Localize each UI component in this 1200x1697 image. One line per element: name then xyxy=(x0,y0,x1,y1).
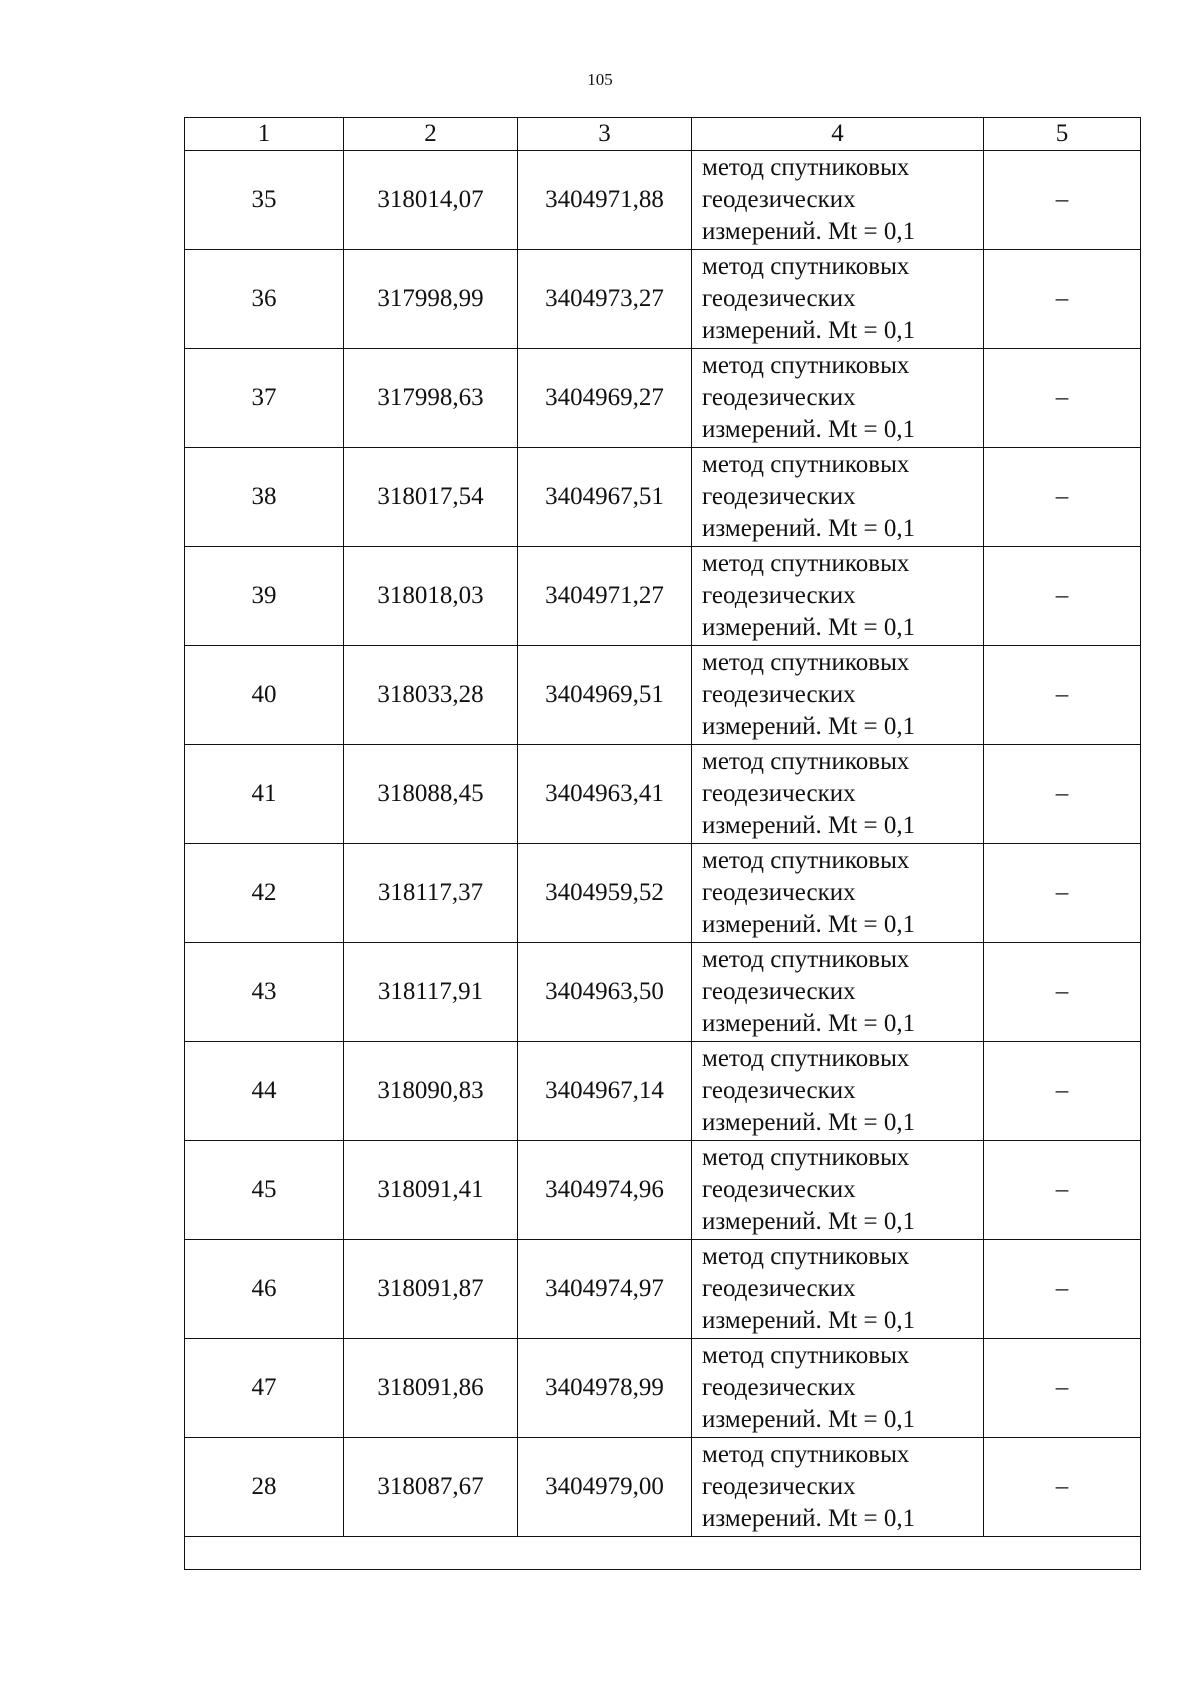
table-row xyxy=(185,1042,1141,1141)
x-coordinate-cell: 318014,07 xyxy=(344,151,518,250)
y-coordinate-cell: 3404967,51 xyxy=(518,448,692,547)
table-header-row xyxy=(185,118,1141,151)
y-coordinate-cell: 3404971,88 xyxy=(518,151,692,250)
method-line: метод спутниковых xyxy=(702,649,910,676)
point-number-cell: 39 xyxy=(185,547,344,646)
method-line: геодезических xyxy=(702,1077,856,1104)
point-number-cell: 45 xyxy=(185,1141,344,1240)
method-line: геодезических xyxy=(702,1176,856,1203)
coordinates-table xyxy=(184,117,1141,1570)
method-cell xyxy=(692,1339,984,1438)
y-coordinate-cell: 3404974,97 xyxy=(518,1240,692,1339)
method-line: измерений. Mt = 0,1 xyxy=(702,1307,916,1334)
x-coordinate-cell: 318018,03 xyxy=(344,547,518,646)
point-number-cell: 41 xyxy=(185,745,344,844)
method-line: измерений. Mt = 0,1 xyxy=(702,812,916,839)
method-cell xyxy=(692,250,984,349)
note-cell: – xyxy=(984,448,1141,547)
method-line: метод спутниковых xyxy=(702,847,910,874)
note-cell: – xyxy=(984,1339,1141,1438)
point-number-cell: 42 xyxy=(185,844,344,943)
note-cell: – xyxy=(984,844,1141,943)
x-coordinate-cell: 317998,63 xyxy=(344,349,518,448)
method-line: метод спутниковых xyxy=(702,1441,910,1468)
table-row xyxy=(185,1240,1141,1339)
method-line: измерений. Mt = 0,1 xyxy=(702,1406,916,1433)
note-cell: – xyxy=(984,943,1141,1042)
method-line: измерений. Mt = 0,1 xyxy=(702,1505,916,1532)
table-row xyxy=(185,943,1141,1042)
y-coordinate-cell: 3404971,27 xyxy=(518,547,692,646)
method-cell xyxy=(692,1042,984,1141)
method-line: метод спутниковых xyxy=(702,1342,910,1369)
method-line: метод спутниковых xyxy=(702,451,910,478)
method-line: измерений. Mt = 0,1 xyxy=(702,614,916,641)
x-coordinate-cell: 317998,99 xyxy=(344,250,518,349)
method-cell xyxy=(692,943,984,1042)
y-coordinate-cell: 3404969,27 xyxy=(518,349,692,448)
point-number-cell: 35 xyxy=(185,151,344,250)
method-line: измерений. Mt = 0,1 xyxy=(702,317,916,344)
method-line: измерений. Mt = 0,1 xyxy=(702,713,916,740)
x-coordinate-cell: 318090,83 xyxy=(344,1042,518,1141)
table-row xyxy=(185,745,1141,844)
method-cell xyxy=(692,646,984,745)
y-coordinate-cell: 3404967,14 xyxy=(518,1042,692,1141)
method-line: метод спутниковых xyxy=(702,154,910,181)
method-line: измерений. Mt = 0,1 xyxy=(702,416,916,443)
method-line: метод спутниковых xyxy=(702,253,910,280)
method-line: геодезических xyxy=(702,1473,856,1500)
header-col-5: 5 xyxy=(984,118,1141,151)
y-coordinate-cell: 3404969,51 xyxy=(518,646,692,745)
y-coordinate-cell: 3404963,50 xyxy=(518,943,692,1042)
method-line: метод спутниковых xyxy=(702,1243,910,1270)
method-line: геодезических xyxy=(702,285,856,312)
method-line: измерений. Mt = 0,1 xyxy=(702,1010,916,1037)
header-col-2: 2 xyxy=(344,118,518,151)
x-coordinate-cell: 318091,86 xyxy=(344,1339,518,1438)
method-line: метод спутниковых xyxy=(702,1045,910,1072)
method-line: геодезических xyxy=(702,582,856,609)
x-coordinate-cell: 318117,37 xyxy=(344,844,518,943)
point-number-cell: 44 xyxy=(185,1042,344,1141)
x-coordinate-cell: 318087,67 xyxy=(344,1438,518,1537)
method-line: измерений. Mt = 0,1 xyxy=(702,911,916,938)
header-col-4: 4 xyxy=(692,118,984,151)
method-cell xyxy=(692,547,984,646)
y-coordinate-cell: 3404974,96 xyxy=(518,1141,692,1240)
method-line: геодезических xyxy=(702,384,856,411)
x-coordinate-cell: 318017,54 xyxy=(344,448,518,547)
table-row xyxy=(185,1141,1141,1240)
note-cell: – xyxy=(984,151,1141,250)
note-cell: – xyxy=(984,646,1141,745)
point-number-cell: 40 xyxy=(185,646,344,745)
method-line: геодезических xyxy=(702,681,856,708)
y-coordinate-cell: 3404979,00 xyxy=(518,1438,692,1537)
x-coordinate-cell: 318091,41 xyxy=(344,1141,518,1240)
note-cell: – xyxy=(984,547,1141,646)
method-cell xyxy=(692,1438,984,1537)
point-number-cell: 46 xyxy=(185,1240,344,1339)
note-cell: – xyxy=(984,1438,1141,1537)
method-line: геодезических xyxy=(702,780,856,807)
method-cell xyxy=(692,1240,984,1339)
table-row xyxy=(185,547,1141,646)
method-line: геодезических xyxy=(702,483,856,510)
table-row xyxy=(185,1339,1141,1438)
note-cell: – xyxy=(984,349,1141,448)
point-number-cell: 38 xyxy=(185,448,344,547)
empty-footer-cell xyxy=(185,1537,1141,1570)
method-line: измерений. Mt = 0,1 xyxy=(702,1109,916,1136)
point-number-cell: 47 xyxy=(185,1339,344,1438)
method-cell xyxy=(692,844,984,943)
x-coordinate-cell: 318033,28 xyxy=(344,646,518,745)
y-coordinate-cell: 3404978,99 xyxy=(518,1339,692,1438)
note-cell: – xyxy=(984,1141,1141,1240)
table-row xyxy=(185,1438,1141,1537)
y-coordinate-cell: 3404963,41 xyxy=(518,745,692,844)
y-coordinate-cell: 3404973,27 xyxy=(518,250,692,349)
header-col-1: 1 xyxy=(185,118,344,151)
method-line: метод спутниковых xyxy=(702,1144,910,1171)
page-number: 105 xyxy=(587,70,613,89)
method-line: измерений. Mt = 0,1 xyxy=(702,1208,916,1235)
note-cell: – xyxy=(984,1240,1141,1339)
method-line: метод спутниковых xyxy=(702,352,910,379)
header-col-3: 3 xyxy=(518,118,692,151)
y-coordinate-cell: 3404959,52 xyxy=(518,844,692,943)
method-line: метод спутниковых xyxy=(702,748,910,775)
method-line: геодезических xyxy=(702,1275,856,1302)
x-coordinate-cell: 318088,45 xyxy=(344,745,518,844)
table-row xyxy=(185,250,1141,349)
method-cell xyxy=(692,1141,984,1240)
method-cell xyxy=(692,448,984,547)
method-line: геодезических xyxy=(702,978,856,1005)
note-cell: – xyxy=(984,250,1141,349)
point-number-cell: 43 xyxy=(185,943,344,1042)
point-number-cell: 28 xyxy=(185,1438,344,1537)
x-coordinate-cell: 318117,91 xyxy=(344,943,518,1042)
method-cell xyxy=(692,349,984,448)
x-coordinate-cell: 318091,87 xyxy=(344,1240,518,1339)
table-row xyxy=(185,448,1141,547)
method-line: геодезических xyxy=(702,186,856,213)
point-number-cell: 36 xyxy=(185,250,344,349)
method-line: геодезических xyxy=(702,879,856,906)
table-row xyxy=(185,646,1141,745)
method-cell xyxy=(692,151,984,250)
note-cell: – xyxy=(984,745,1141,844)
empty-footer-row xyxy=(185,1537,1141,1570)
method-line: геодезических xyxy=(702,1374,856,1401)
method-line: метод спутниковых xyxy=(702,550,910,577)
method-cell xyxy=(692,745,984,844)
method-line: измерений. Mt = 0,1 xyxy=(702,218,916,245)
table-row xyxy=(185,844,1141,943)
method-line: метод спутниковых xyxy=(702,946,910,973)
table-row xyxy=(185,151,1141,250)
point-number-cell: 37 xyxy=(185,349,344,448)
note-cell: – xyxy=(984,1042,1141,1141)
method-line: измерений. Mt = 0,1 xyxy=(702,515,916,542)
table-row xyxy=(185,349,1141,448)
